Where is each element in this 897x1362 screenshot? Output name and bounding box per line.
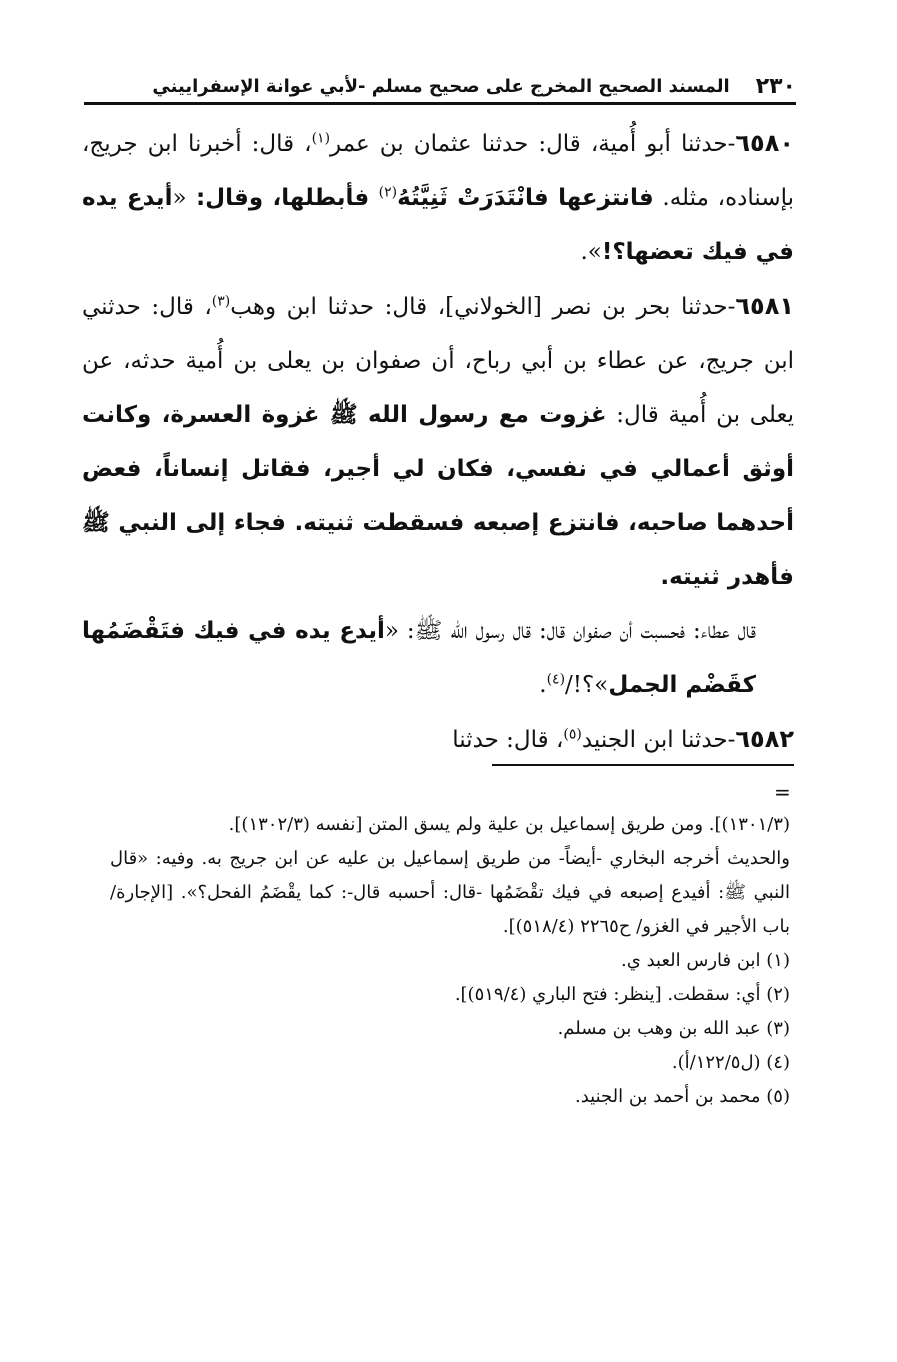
footnotes — [110, 808, 790, 1114]
footnote-continuation — [110, 808, 790, 944]
header-rule — [84, 102, 796, 105]
footnote-ref: (٣) — [211, 293, 231, 310]
text-span: »؟!/ — [565, 672, 609, 698]
continuation-mark: = — [774, 780, 791, 804]
text-span: ، قال: حدثني ابن جريج، عن عطاء بن أبي رباح، أن صفوان بن يعلى بن أُمية حدثه، عن يعلى بن أُمية قال: — [82, 294, 794, 428]
header-title: المسند الصحيح المخرج على صحيح مسلم -لأبي عوانة الإسفراييني — [152, 75, 730, 97]
text-span: -حدثنا بحر بن نصر [الخولاني]، قال: حدثنا ابن وهب — [230, 294, 736, 320]
bold-text: أيدع يده في فيك تعضها؟! — [82, 185, 794, 265]
footnote-separator — [492, 764, 794, 766]
footnote-5: (٥) محمد بن أحمد بن الجنيد. — [575, 1086, 790, 1107]
hadith-number: ٦٥٨٠ — [735, 129, 794, 157]
hadith-6582 — [82, 712, 794, 767]
text-span: قال عطاء: فحسبت أن صفوان قال: قال رسول الله ﷺ: « — [384, 618, 756, 644]
footnote-ref: (١) — [311, 130, 331, 147]
footnote-2: (٢) أي: سقطت. [ينظر: فتح الباري (٥١٩/٤)]. — [454, 984, 790, 1005]
main-text — [82, 116, 794, 767]
quote-mark: « — [172, 185, 187, 211]
text-span: ، قال: أخبرنا ابن جريج، بإسناده، مثله. — [82, 131, 795, 211]
bold-text: فانتزعها فانْتَدَرَتْ ثَنِيَّتُهُ — [397, 185, 654, 211]
footnote-4: (٤) (ل١٢٢/٥/أ). — [671, 1052, 790, 1073]
text-span: . — [539, 672, 547, 698]
atta-paragraph — [82, 604, 794, 712]
text-span: -حدثنا أبو أُمية، قال: حدثنا عثمان بن عمر — [330, 131, 736, 157]
footnote-ref: (٥) — [563, 726, 582, 743]
text-span: ، قال: حدثنا — [452, 727, 564, 753]
footnote-ref: (٤) — [546, 671, 566, 688]
footnote-ref: (٢) — [378, 184, 398, 201]
footnote-cont-line: والحديث أخرجه البخاري -أيضاً- من طريق إسماعيل بن عليه عن ابن جريج به. وفيه: «قال النبي ﷺ: أفيدع إصبعه في فيك تقْضَمُها -قال: أحسبه قال-: كما يقْضَمُ الفحل؟». [الإجارة/ باب الأجير في الغزو/ ح٢٢٦٥ (٥١٨/٤)]. — [110, 848, 790, 937]
text-span: -حدثنا ابن الجنيد — [581, 727, 736, 753]
hadith-6581 — [82, 279, 794, 604]
bold-text: غزوت مع رسول الله ﷺ غزوة العسرة، وكانت أوثق أعمالي في نفسي، فكان لي أجير، فقاتل إنساناً، فعض أحدهما صاحبه، فانتزع إصبعه فسقطت ثنيته. فجاء إلى النبي ﷺ فأهدر ثنيته. — [82, 402, 794, 590]
page-number: ٢٣٠ — [755, 73, 796, 99]
hadith-number: ٦٥٨٢ — [735, 725, 794, 753]
quote-mark: ». — [580, 239, 602, 265]
hadith-6580 — [82, 116, 794, 279]
running-header — [84, 72, 796, 100]
footnote-3: (٣) عبد الله بن وهب بن مسلم. — [557, 1018, 790, 1039]
footnote-cont-line: (١٣٠١/٣)]. ومن طريق إسماعيل بن علية ولم يسق المتن [نفسه (١٣٠٢/٣)]. — [228, 814, 790, 835]
hadith-number: ٦٥٨١ — [735, 292, 794, 320]
bold-text: أيدع يده في فيك فتَقْضَمُها كقَضْم الجمل — [82, 618, 756, 698]
bold-text: فأبطلها، وقال: — [186, 185, 379, 211]
footnote-1: (١) ابن فارس العبد ي. — [621, 950, 790, 971]
